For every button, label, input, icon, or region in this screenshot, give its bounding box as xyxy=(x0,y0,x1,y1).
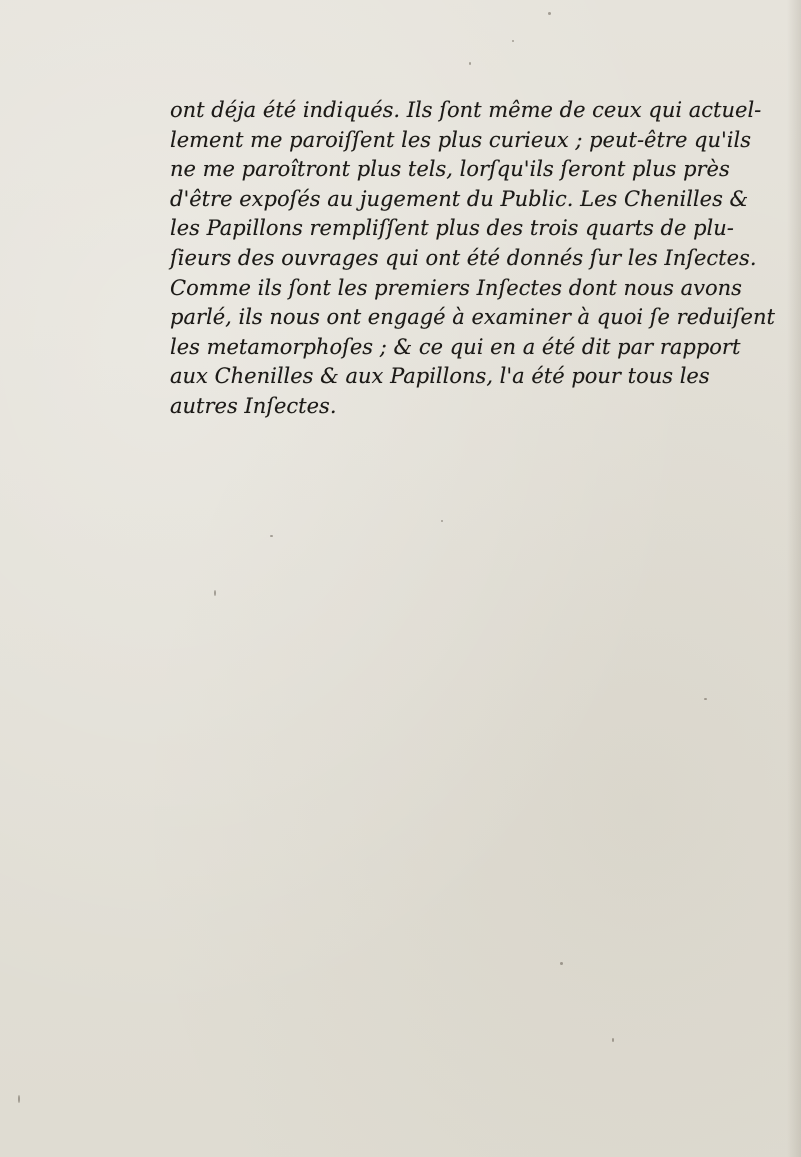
paper-speck xyxy=(512,40,514,42)
text-line: d'être expoſés au jugement du Public. Les Chenilles & xyxy=(170,186,749,211)
paper-speck xyxy=(612,1038,614,1042)
paper-speck xyxy=(18,1095,20,1103)
text-line: les Papillons rempliſſent plus des trois quarts de plu- xyxy=(170,216,734,241)
text-line: ont déja été indiqués. Ils ſont même de ceux qui actuel- xyxy=(170,98,762,122)
body-text xyxy=(170,96,775,422)
paper-speck xyxy=(548,12,551,15)
paper-speck xyxy=(560,962,563,965)
text-line: lement me paroiſſent les plus curieux ; peut-être qu'ils xyxy=(170,127,751,152)
paper-speck xyxy=(469,62,471,65)
paper-speck xyxy=(270,535,273,537)
page-edge-shadow xyxy=(787,0,801,1157)
paper-speck xyxy=(214,590,216,596)
paper-speck xyxy=(441,520,443,522)
text-line: ſieurs des ouvrages qui ont été donnés ſur les Inſectes. xyxy=(170,245,757,270)
text-line: autres Inſectes. xyxy=(170,393,337,418)
text-line: parlé, ils nous ont engagé à examiner à quoi ſe reduiſent xyxy=(170,305,775,330)
text-line: Comme ils ſont les premiers Inſectes dont nous avons xyxy=(170,275,742,300)
text-line: aux Chenilles & aux Papillons, l'a été pour tous les xyxy=(170,364,710,389)
text-line: ne me paroîtront plus tels, lorſqu'ils ſeront plus près xyxy=(170,157,730,182)
paper-speck xyxy=(704,698,707,700)
text-line: les metamorphoſes ; & ce qui en a été dit par rapport xyxy=(170,334,741,359)
